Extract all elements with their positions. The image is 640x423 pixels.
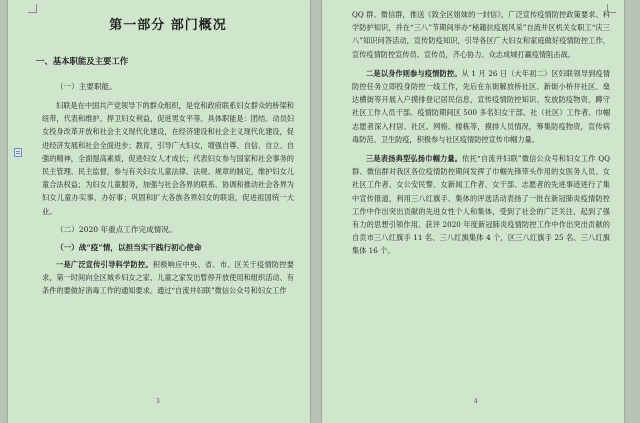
crop-mark-top-right (607, 4, 616, 13)
paragraph-scientific-prevention[interactable] (42, 258, 294, 298)
document-page-right (322, 0, 624, 423)
paragraph-commend-models[interactable] (352, 152, 610, 258)
body-text-commend-models: 依托“自流井妇联”微信公众号和妇女工作 QQ 群、微信群对我区各位疫情防控期间发挥了巾帼先锋带头作用的女医务人员、女社区工作者、女公安民警、女新闻工作者、女干部、志愿者的先进事迹进行了集中宣传报道，利用三八红旗手、集体的评选活动表扬了一批在新冠肺炎疫情防控工作中作出突出贡献的先进女性个人和集体，受到了社会的广泛关注，起到了强有力的思想引领作用。获评 2020 年度新冠肺炎疫情防控工作中作出突出贡献的自贡市三八红旗手 11 名、三八红旗集体 4 个，区三八红旗手 25 名、三八红旗集体 16 个。 (352, 154, 610, 256)
section-heading-basic-functions[interactable]: 一、基本职能及主要工作 (36, 56, 129, 66)
subheading-fight-epidemic[interactable]: （一）战“疫”情，以担当实干践行初心使命 (56, 242, 202, 252)
page-title[interactable]: 第一部分 部门概况 (109, 18, 227, 33)
paragraph-marker-icon[interactable] (14, 148, 22, 157)
page-number: 4 (474, 398, 478, 405)
paragraph-lead-by-example[interactable] (352, 67, 610, 146)
lead-text-scientific-prevention: 一是广泛宣传引导科学防控。 (56, 259, 153, 269)
subheading-2020-work[interactable]: （二）2020 年重点工作完成情况。 (56, 224, 177, 234)
lead-text-commend-models: 三是表扬典型弘扬巾帼力量。 (366, 154, 463, 164)
body-text-lead-by-example: 从 1 月 26 日（大年初二）区妇联领导到疫情防控任务立即投身防控一线工作，先后在东街解放桥社区、新街小桥井社区、燊达横街等开展入户摸排登记居民信息，宣传疫情防控知识、发放防疫物资，蹲守社区工作人员干部。疫情防期间区 500 多名妇女干部、社（社区）工作者、巾帼志愿者深入村居、社区、网格、楼栋等，摸排人员情况，筹集防疫物资，宣传病毒防范、卫生防疫，积极参与社区疫情防控宣传巾帼力量。 (352, 68, 610, 144)
paragraph-main-functions[interactable]: 妇联是在中国共产党领导下的群众组织，是党和政府联系妇女群众的桥梁和纽带，代表和维护、捍卫妇女利益，促进男女平等。具体职能是：团结、动员妇女投身改革开放和社会主义现代化建设，在经济建设和社会主义现代化建设，促进经济发展和社会全面进步；教育，引导广大妇女，增强自尊、自信、自立、自强的精神，全面提高素质，促进妇女人才成长；代表妇女参与国家和社会事务的民主管理、民主监督，参与有关妇女儿童法律、法规、规章的制定，维护妇女儿童合法权益；为妇女儿童服务，加强与社会各界的联系、协调和推动社会各界为妇女儿童办实事、办好事；巩固和扩大各族各界妇女的联谊，促进祖国统一大业。 (42, 101, 294, 216)
crop-mark-top-left (28, 4, 37, 13)
subheading-main-functions[interactable]: （一）主要职能。 (56, 82, 117, 91)
page-number: 3 (156, 398, 160, 405)
paragraph-publicity-continued[interactable]: QQ 群、微信群，推送《致全区姐妹的一封信》，广泛宣传疫情防控政策要求、科学防护知识，并在“三八”节期间举办“秘籍抗疫展风采”自流井区机关女职工“庆三八”知识问答活动，宣传防疫知识，引导各区广大妇女和家庭做好疫情防控工作，宣传疫情防控宣传员、宣传员，齐心协力、众志成城打赢疫情阻击战。 (352, 10, 610, 59)
document-page-left (8, 0, 310, 423)
lead-text-lead-by-example: 二是以身作则参与疫情防控。 (366, 68, 462, 78)
body-text-scientific-prevention: 积极响应中央、省、市、区关于疫情防控要求，第一时间向全区城乡妇女之家、儿童之家发出暂停开放使用和组织活动、有条件的要做好消毒工作的通知要求。通过“自流井妇联”微信公众号和妇女工作 (42, 259, 294, 296)
